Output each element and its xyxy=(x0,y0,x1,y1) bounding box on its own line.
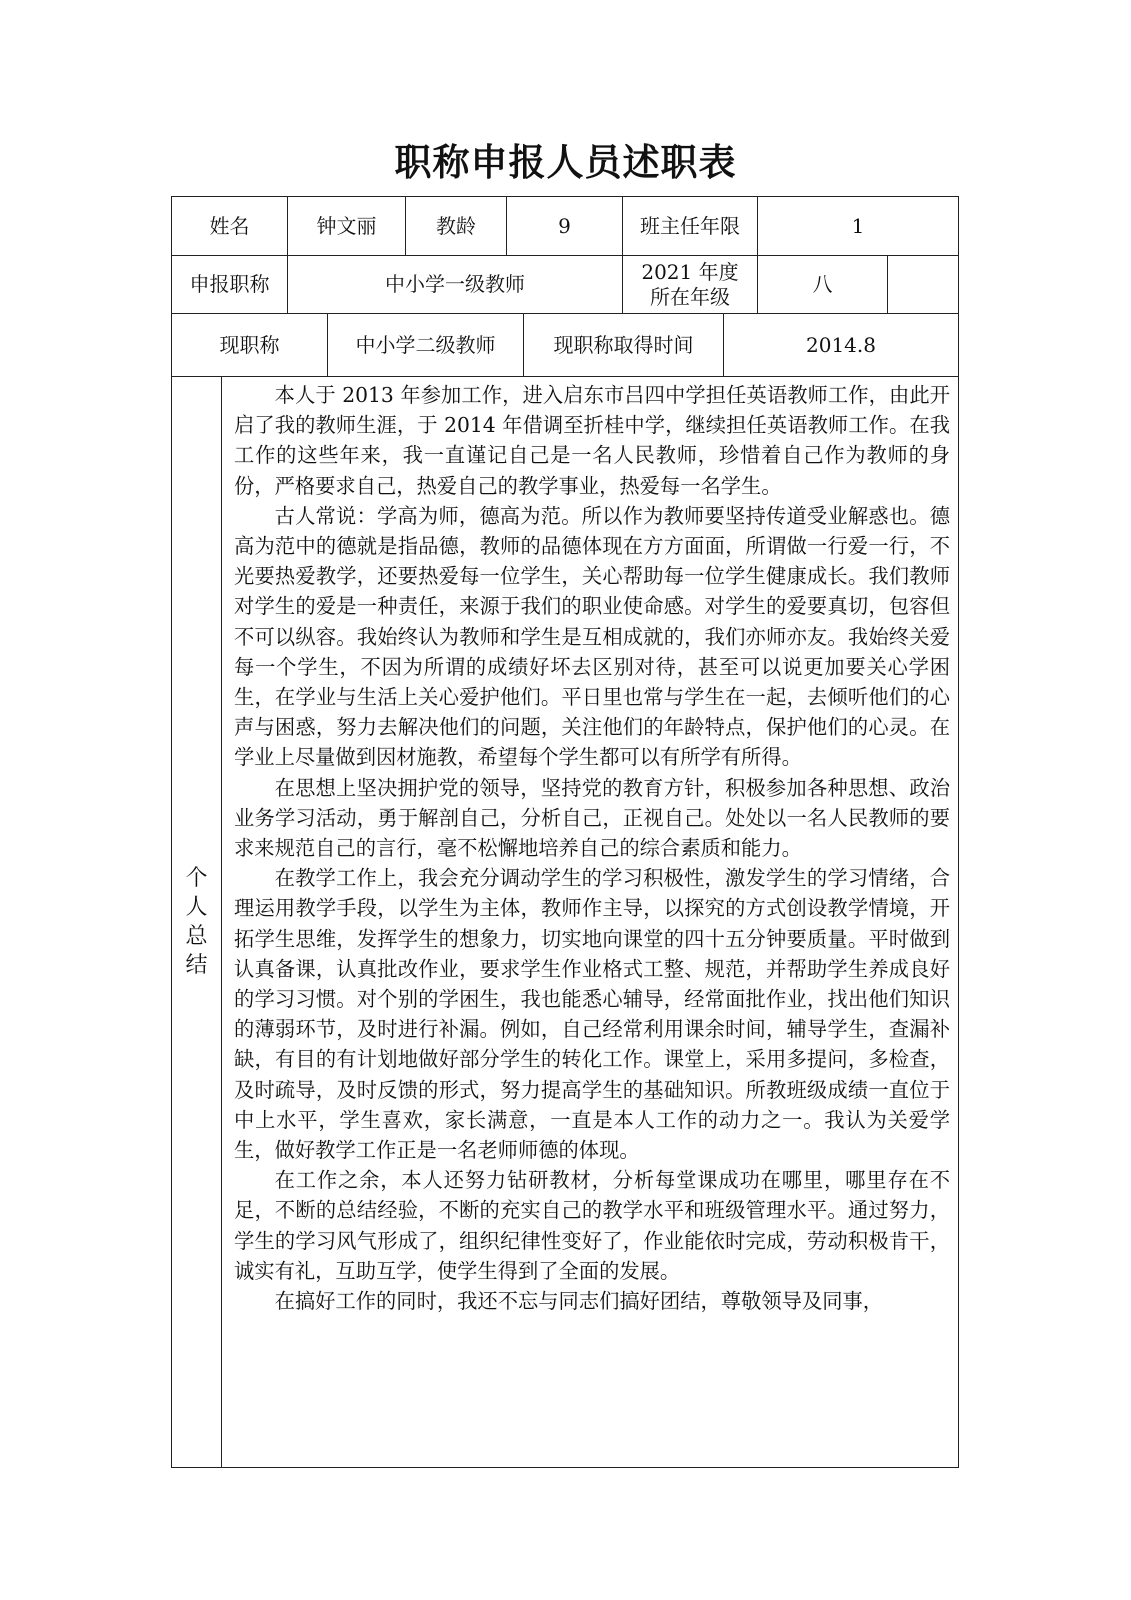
grade-label-line1: 2021 年度 xyxy=(641,259,739,284)
grade-value: 八 xyxy=(758,256,888,313)
current-title-label: 现职称 xyxy=(172,314,328,376)
personal-summary-section xyxy=(172,377,958,1467)
summary-paragraph: 本人于 2013 年参加工作，进入启东市吕四中学担任英语教师工作，由此开启了我的教师生涯，于 2014 年借调至折桂中学，继续担任英语教师工作。在我工作的这些年来，我一直谨记自己是一名人民教师，珍惜着自己作为教师的身份，严格要求自己，热爱自己的教学事业，热爱每一名学生。 xyxy=(234,383,950,498)
current-title-value: 中小学二级教师 xyxy=(328,314,524,376)
current-title-date-label: 现职称取得时间 xyxy=(524,314,724,376)
apply-title-value: 中小学一级教师 xyxy=(288,256,623,313)
personal-summary-text xyxy=(222,377,958,1467)
head-teacher-years-value: 1 xyxy=(851,213,865,238)
personal-summary-label xyxy=(172,377,222,1467)
summary-label-char: 总 xyxy=(185,924,208,949)
grade-label xyxy=(623,256,758,313)
teaching-years-value: 9 xyxy=(507,197,623,255)
summary-paragraph: 在思想上坚决拥护党的领导，坚持党的教育方针，积极参加各种思想、政治业务学习活动，勇于解剖自己，分析自己，正视自己。处处以一名人民教师的要求来规范自己的言行，毫不松懈地培养自己的综合素质和能力。 xyxy=(234,775,950,861)
current-title-date-value: 2014.8 xyxy=(806,332,876,357)
summary-label-char: 人 xyxy=(185,895,208,920)
summary-paragraph: 在教学工作上，我会充分调动学生的学习积极性，激发学生的学习情绪，合理运用教学手段，以学生为主体，教师作主导，以探究的方式创设教学情境，开拓学生思维，发挥学生的想象力，切实地向课堂的四十五分钟要质量。平时做到认真备课，认真批改作业，要求学生作业格式工整、规范，并帮助学生养成良好的学习习惯。对个别的学困生，我也能悉心辅导，经常面批作业，找出他们知识的薄弱环节，及时进行补漏。例如，自己经常利用课余时间，辅导学生，查漏补缺，有目的有计划地做好部分学生的转化工作。课堂上，采用多提问，多检查，及时疏导，及时反馈的形式，努力提高学生的基础知识。所教班级成绩一直位于中上水平，学生喜欢，家长满意，一直是本人工作的动力之一。我认为关爱学生，做好教学工作正是一名老师师德的体现。 xyxy=(234,866,950,1163)
name-label: 姓名 xyxy=(172,197,288,255)
summary-label-char: 结 xyxy=(185,953,208,978)
summary-label-char: 个 xyxy=(185,866,208,891)
grade-label-line2: 所在年级 xyxy=(650,284,730,309)
apply-title-label: 申报职称 xyxy=(172,256,288,313)
report-table xyxy=(171,196,959,1468)
table-row-apply-title xyxy=(172,256,958,314)
table-row-basic-info xyxy=(172,197,958,256)
empty-cell xyxy=(888,256,958,313)
name-value: 钟文丽 xyxy=(288,197,406,255)
summary-paragraph: 古人常说：学高为师，德高为范。所以作为教师要坚持传道受业解惑也。德高为范中的德就是指品德，教师的品德体现在方方面面，所谓做一行爱一行，不光要热爱教学，还要热爱每一位学生，关心帮助每一位学生健康成长。我们教师对学生的爱是一种责任，来源于我们的职业使命感。对学生的爱要真切，包容但不可以纵容。我始终认为教师和学生是互相成就的，我们亦师亦友。我始终关爱每一个学生，不因为所谓的成绩好坏去区别对待，甚至可以说更加要关心学困生，在学业与生活上关心爱护他们。平日里也常与学生在一起，去倾听他们的心声与困惑，努力去解决他们的问题，关注他们的年龄特点，保护他们的心灵。在学业上尽量做到因材施教，希望每个学生都可以有所学有所得。 xyxy=(234,503,950,770)
summary-paragraph: 在搞好工作的同时，我还不忘与同志们搞好团结，尊敬领导及同事， xyxy=(274,1289,884,1314)
page-title: 职称申报人员述职表 xyxy=(394,140,737,184)
teaching-years-label: 教龄 xyxy=(406,197,507,255)
summary-paragraph: 在工作之余，本人还努力钻研教材，分析每堂课成功在哪里，哪里存在不足，不断的总结经验，不断的充实自己的教学水平和班级管理水平。通过努力，学生的学习风气形成了，组织纪律性变好了，作业能依时完成，劳动积极肯干，诚实有礼，互助互学，使学生得到了全面的发展。 xyxy=(234,1168,950,1283)
table-row-current-title xyxy=(172,314,958,377)
head-teacher-years-label: 班主任年限 xyxy=(623,197,758,255)
